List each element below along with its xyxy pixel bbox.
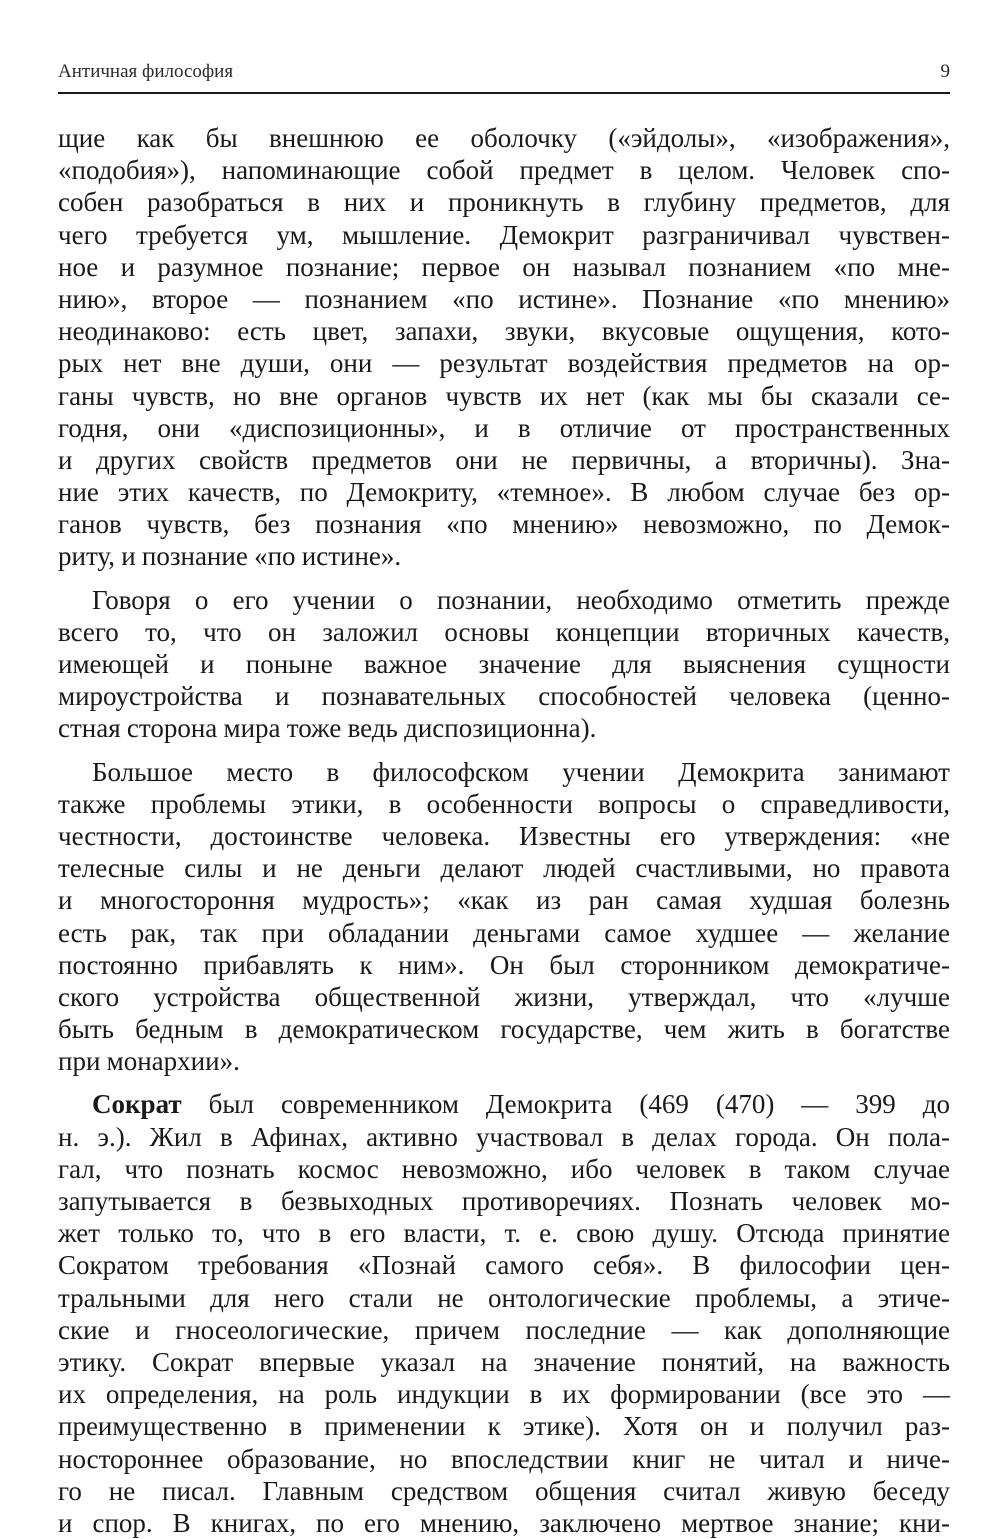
running-head [58, 60, 950, 94]
text-line: Сократом требования «Познай самого себя». В философии цен- [58, 1250, 950, 1281]
text-line: нию», второе — познанием «по истине». Познание «по мнению» [58, 283, 950, 314]
text-line: Большое место в философском учении Демокрита занимают [92, 756, 950, 787]
text-line [58, 1088, 950, 1120]
book-page [58, 60, 950, 1539]
text-line: быть бедным в демократическом государстве, чем жить в богатстве [58, 1014, 950, 1045]
paragraph [58, 584, 950, 745]
text-line: ского устройства общественной жизни, утверждал, что «лучше [58, 981, 950, 1012]
text-line: их определения, на роль индукции в их формировании (все это — [58, 1379, 950, 1410]
text-line: н. э.). Жил в Афинах, активно участвовал в делах города. Он пола- [58, 1121, 950, 1152]
text-line: го не писал. Главным средством общения считал живую беседу [58, 1475, 950, 1506]
text-line: всего то, что он заложил основы концепции вторичных качеств, [58, 616, 950, 647]
text-line: телесные силы и не деньги делают людей счастливыми, но правота [58, 853, 950, 884]
text-line: и других свойств предметов они не первичны, а вторичны). Зна- [58, 444, 950, 475]
text-line: годня, они «диспозиционны», и в отличие от пространственных [58, 412, 950, 443]
paragraph [58, 756, 950, 1078]
text-line: ное и разумное познание; первое он называл познанием «по мне- [58, 251, 950, 282]
text-line: и многостороння мудрость»; «как из ран самая худшая болезнь [58, 885, 950, 916]
text-line: щие как бы внешнюю ее оболочку («эйдолы», «изображения», [58, 123, 950, 153]
text-line-rest: был современником Демокрита (469 (470) — 399 до [181, 1089, 950, 1120]
section-title: Античная философия [58, 61, 234, 82]
text-line: есть рак, так при обладании деньгами самое худшее — желание [58, 917, 950, 948]
text-line: ние этих качеств, по Демокриту, «темное». В любом случае без ор- [58, 477, 950, 508]
text-line: Говоря о его учении о познании, необходимо отметить прежде [92, 584, 950, 615]
text-line: неодинаково: есть цвет, запахи, звуки, вкусовые ощущения, кото- [58, 316, 950, 347]
paragraph [58, 122, 950, 573]
text-line: гал, что познать космос невозможно, ибо человек в таком случае [58, 1153, 950, 1184]
text-line: постоянно прибавлять к ним». Он был сторонником демократиче- [58, 949, 950, 980]
text-line: и спор. В книгах, по его мнению, заключено мертвое знание; кни- [58, 1507, 950, 1538]
text-line: «подобия»), напоминающие собой предмет в целом. Человек спо- [58, 155, 950, 186]
text-line: при монархии». [58, 1046, 240, 1077]
paragraph [58, 1088, 950, 1539]
page-number: 9 [940, 61, 950, 82]
text-line: ганов чувств, без познания «по мнению» невозможно, по Демок- [58, 509, 950, 540]
text-line: честности, достоинстве человека. Известны его утверждения: «не [58, 820, 950, 851]
text-line: стная сторона мира тоже ведь диспозиционна). [58, 713, 597, 744]
text-line: чего требуется ум, мышление. Демокрит разграничивал чувствен- [58, 219, 950, 250]
text-line: ганы чувств, но вне органов чувств их нет (как мы бы сказали се- [58, 380, 950, 411]
text-line: риту, и познание «по истине». [58, 541, 402, 572]
text-line: имеющей и поныне важное значение для выяснения сущности [58, 649, 950, 679]
text-line: ностороннее образование, но впоследствии книг не читал и ниче- [58, 1443, 950, 1474]
text-line: мироустройства и познавательных способностей человека (ценно- [58, 681, 950, 712]
text-line: собен разобраться в них и проникнуть в глубину предметов, для [58, 187, 950, 218]
bold-lead-term: Сократ [92, 1089, 182, 1120]
text-line: ские и гносеологические, причем последние — как дополняющие [58, 1314, 950, 1345]
text-line: тральными для него стали не онтологические проблемы, а этиче- [58, 1282, 950, 1313]
text-line: также проблемы этики, в особенности вопросы о справедливости, [58, 788, 950, 819]
text-line: жет только то, что в его власти, т. е. свою душу. Отсюда принятие [58, 1218, 950, 1249]
text-line: этику. Сократ впервые указал на значение понятий, на важность [58, 1346, 950, 1377]
text-line: преимущественно в применении к этике). Хотя он и получил раз- [58, 1411, 950, 1442]
text-line: запутывается в безвыходных противоречиях. Познать человек мо- [58, 1186, 950, 1216]
body-text [58, 122, 950, 1539]
text-line: рых нет вне души, они — результат воздействия предметов на ор- [58, 348, 950, 379]
